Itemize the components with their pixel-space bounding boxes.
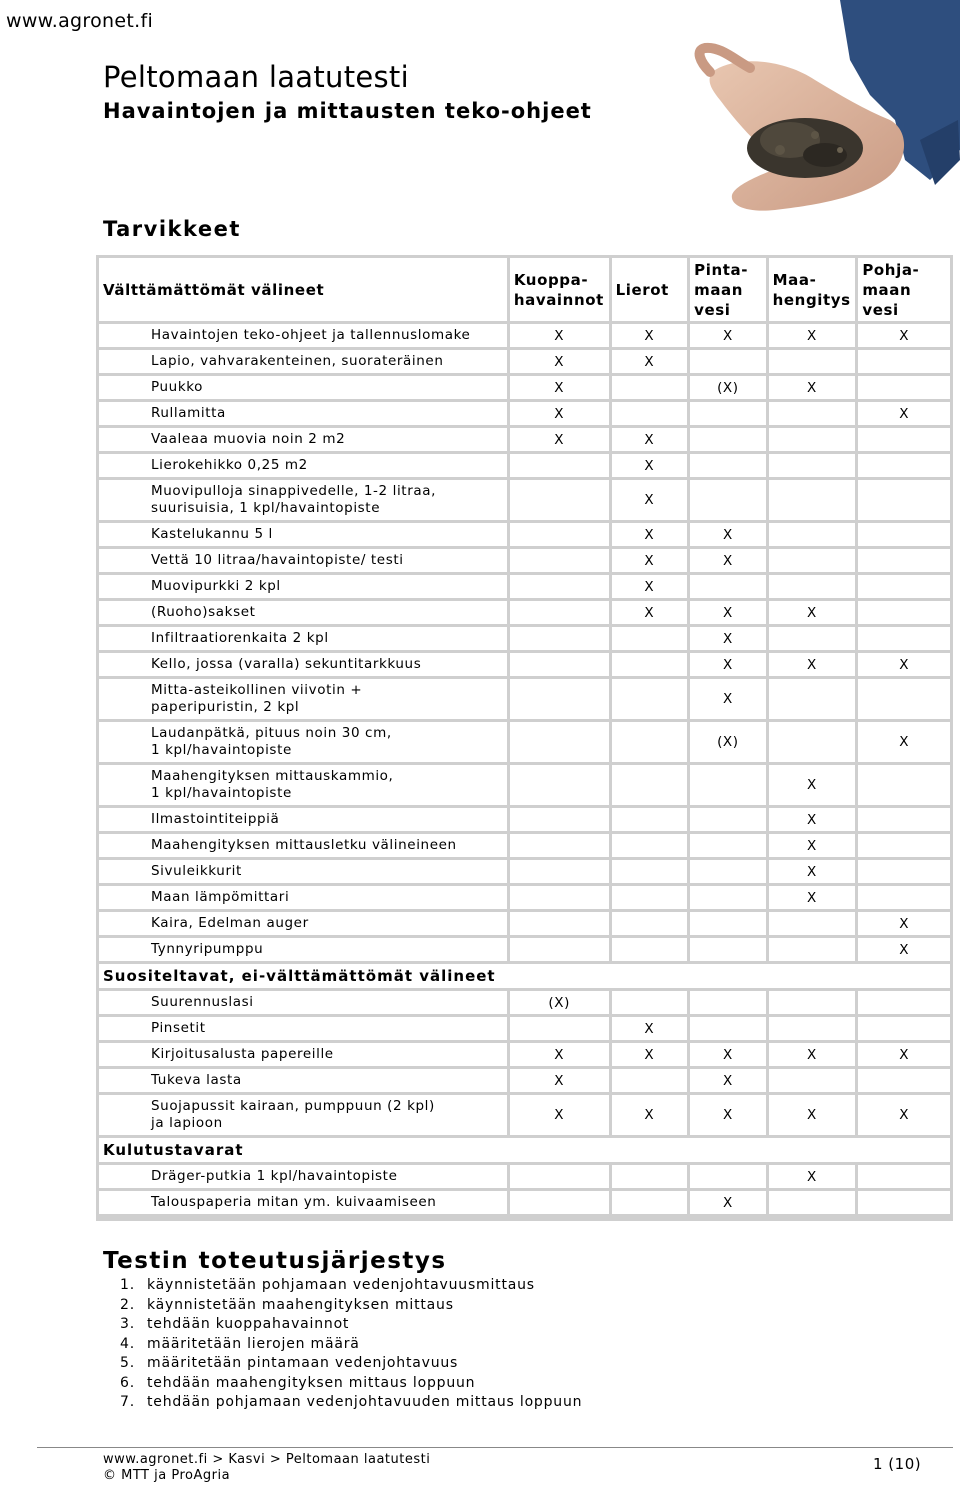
mark-cell: X (769, 376, 856, 399)
step-number: 3. (120, 1316, 135, 1332)
mark-cell: X (612, 350, 688, 373)
mark-cell (858, 480, 950, 520)
order-heading: Testin toteutusjärjestys (103, 1248, 447, 1274)
mark-cell (612, 765, 688, 805)
mark-cell (769, 722, 856, 762)
table-row (99, 1043, 950, 1066)
mark-cell (612, 938, 688, 961)
item-label: Maan lämpömittari (99, 886, 507, 909)
mark-cell (858, 1165, 950, 1188)
mark-cell: X (510, 350, 609, 373)
mark-cell: X (612, 428, 688, 451)
table-row (99, 376, 950, 399)
item-label: Pinsetit (99, 1017, 507, 1040)
mark-cell (769, 679, 856, 719)
mark-cell (690, 350, 766, 373)
mark-cell (769, 991, 856, 1014)
mark-cell (510, 627, 609, 650)
mark-cell (612, 627, 688, 650)
mark-cell (858, 627, 950, 650)
item-label: Puukko (99, 376, 507, 399)
document-title: Peltomaan laatutesti (103, 60, 409, 94)
mark-cell: X (858, 1095, 950, 1135)
mark-cell (510, 886, 609, 909)
list-item (103, 1375, 582, 1395)
mark-cell (612, 886, 688, 909)
mark-cell: X (612, 1017, 688, 1040)
mark-cell (858, 350, 950, 373)
mark-cell: X (612, 1095, 688, 1135)
mark-cell (690, 428, 766, 451)
mark-cell (612, 1191, 688, 1214)
table-row (99, 1191, 950, 1214)
item-label: (Ruoho)sakset (99, 601, 507, 624)
mark-cell (510, 549, 609, 572)
mark-cell (612, 402, 688, 425)
column-header: Välttämättömät välineet (99, 258, 507, 321)
site-url[interactable]: www.agronet.fi (6, 10, 154, 32)
list-item (103, 1336, 582, 1356)
mark-cell: X (690, 653, 766, 676)
step-number: 5. (120, 1355, 135, 1371)
mark-cell (612, 679, 688, 719)
group-heading: Suositeltavat, ei-välttämättömät välineet (99, 964, 950, 988)
mark-cell: X (612, 601, 688, 624)
step-number: 6. (120, 1374, 135, 1391)
list-item (103, 1316, 582, 1336)
mark-cell (510, 808, 609, 831)
mark-cell: X (690, 601, 766, 624)
step-number: 7. (120, 1394, 135, 1410)
mark-cell (690, 575, 766, 598)
mark-cell (858, 549, 950, 572)
mark-cell: X (510, 428, 609, 451)
mark-cell: X (858, 1043, 950, 1066)
mark-cell (858, 834, 950, 857)
mark-cell (858, 991, 950, 1014)
item-label: Maahengityksen mittauskammio, 1 kpl/havaintopiste (99, 765, 507, 805)
mark-cell: (X) (690, 722, 766, 762)
mark-cell: (X) (690, 376, 766, 399)
hand-holding-soil-photo (690, 0, 960, 220)
mark-cell: X (769, 1165, 856, 1188)
step-text: käynnistetään pohjamaan vedenjohtavuusmittaus (147, 1277, 535, 1293)
mark-cell: X (690, 523, 766, 546)
table-row (99, 549, 950, 572)
mark-cell: X (510, 402, 609, 425)
mark-cell (690, 834, 766, 857)
page-number: 1 (10) (873, 1455, 922, 1473)
mark-cell (510, 653, 609, 676)
group-header-row (99, 964, 950, 988)
item-label: Tukeva lasta (99, 1069, 507, 1092)
item-label: Ilmastointiteippiä (99, 808, 507, 831)
mark-cell (769, 428, 856, 451)
mark-cell (769, 627, 856, 650)
mark-cell: (X) (510, 991, 609, 1014)
mark-cell: X (510, 376, 609, 399)
footer-copyright: © MTT ja ProAgria (103, 1468, 231, 1483)
mark-cell (858, 575, 950, 598)
mark-cell (769, 912, 856, 935)
mark-cell (690, 402, 766, 425)
mark-cell (858, 886, 950, 909)
mark-cell (858, 601, 950, 624)
mark-cell: X (858, 938, 950, 961)
order-steps-list (103, 1277, 582, 1414)
mark-cell: X (858, 653, 950, 676)
document-subtitle: Havaintojen ja mittausten teko-ohjeet (103, 99, 592, 123)
table-row (99, 1095, 950, 1135)
mark-cell: X (690, 324, 766, 347)
group-heading: Kulutustavarat (99, 1138, 950, 1162)
mark-cell (858, 454, 950, 477)
table-row (99, 765, 950, 805)
mark-cell: X (769, 324, 856, 347)
item-label: Suojapussit kairaan, pumppuun (2 kpl) ja lapioon (99, 1095, 507, 1135)
mark-cell: X (690, 1095, 766, 1135)
step-number: 4. (120, 1335, 135, 1352)
mark-cell: X (510, 1043, 609, 1066)
item-label: Sivuleikkurit (99, 860, 507, 883)
mark-cell (769, 523, 856, 546)
mark-cell (769, 402, 856, 425)
mark-cell (510, 679, 609, 719)
mark-cell (858, 428, 950, 451)
table-row (99, 938, 950, 961)
mark-cell (769, 454, 856, 477)
table-row (99, 679, 950, 719)
table-row (99, 886, 950, 909)
mark-cell (690, 1017, 766, 1040)
table-row (99, 912, 950, 935)
mark-cell (510, 523, 609, 546)
mark-cell (510, 912, 609, 935)
footer-divider (37, 1447, 953, 1448)
mark-cell (858, 765, 950, 805)
mark-cell (612, 722, 688, 762)
mark-cell (690, 808, 766, 831)
mark-cell (612, 991, 688, 1014)
table-row (99, 722, 950, 762)
mark-cell (690, 912, 766, 935)
supplies-header-row (99, 258, 950, 321)
table-row (99, 480, 950, 520)
item-label: Dräger-putkia 1 kpl/havaintopiste (99, 1165, 507, 1188)
mark-cell (769, 480, 856, 520)
step-text: tehdään pohjamaan vedenjohtavuuden mittaus loppuun (147, 1394, 583, 1410)
item-label: Suurennuslasi (99, 991, 507, 1014)
mark-cell (612, 860, 688, 883)
table-row (99, 324, 950, 347)
table-row (99, 523, 950, 546)
mark-cell (769, 938, 856, 961)
table-row (99, 627, 950, 650)
item-label: Havaintojen teko-ohjeet ja tallennuslomake (99, 324, 507, 347)
mark-cell (769, 549, 856, 572)
mark-cell (510, 765, 609, 805)
mark-cell (690, 1165, 766, 1188)
mark-cell: X (690, 1043, 766, 1066)
mark-cell (510, 480, 609, 520)
table-row (99, 454, 950, 477)
column-header: Pohja- maan vesi (858, 258, 950, 321)
list-item (103, 1297, 582, 1317)
mark-cell (510, 454, 609, 477)
footer-info (103, 1452, 430, 1484)
table-row (99, 402, 950, 425)
footer-breadcrumb[interactable]: www.agronet.fi > Kasvi > Peltomaan laatutesti (103, 1452, 431, 1467)
mark-cell (690, 480, 766, 520)
table-row (99, 1017, 950, 1040)
item-label: Laudanpätkä, pituus noin 30 cm, 1 kpl/havaintopiste (99, 722, 507, 762)
mark-cell (510, 860, 609, 883)
column-header: Maa- hengitys (769, 258, 856, 321)
mark-cell: X (858, 722, 950, 762)
item-label: Muovipulloja sinappivedelle, 1-2 litraa, suurisuisia, 1 kpl/havaintopiste (99, 480, 507, 520)
mark-cell (858, 1017, 950, 1040)
item-label: Rullamitta (99, 402, 507, 425)
list-item (103, 1277, 582, 1297)
item-label: Maahengityksen mittausletku välineineen (99, 834, 507, 857)
group-header-row (99, 1138, 950, 1162)
mark-cell: X (612, 575, 688, 598)
item-label: Mitta-asteikollinen viivotin + paperipuristin, 2 kpl (99, 679, 507, 719)
mark-cell (510, 1017, 609, 1040)
mark-cell (769, 575, 856, 598)
mark-cell (510, 938, 609, 961)
item-label: Talouspaperia mitan ym. kuivaamiseen (99, 1191, 507, 1214)
mark-cell (612, 912, 688, 935)
step-text: käynnistetään maahengityksen mittaus (147, 1296, 454, 1313)
supplies-heading: Tarvikkeet (103, 217, 241, 241)
supplies-table (96, 255, 953, 1217)
mark-cell: X (769, 765, 856, 805)
mark-cell: X (858, 402, 950, 425)
mark-cell (510, 1191, 609, 1214)
mark-cell (612, 1165, 688, 1188)
table-row (99, 601, 950, 624)
mark-cell (690, 454, 766, 477)
mark-cell: X (690, 549, 766, 572)
mark-cell (858, 376, 950, 399)
mark-cell: X (769, 601, 856, 624)
mark-cell: X (769, 886, 856, 909)
item-label: Kello, jossa (varalla) sekuntitarkkuus (99, 653, 507, 676)
mark-cell: X (858, 912, 950, 935)
mark-cell (858, 860, 950, 883)
mark-cell: X (612, 549, 688, 572)
item-label: Kastelukannu 5 l (99, 523, 507, 546)
item-label: Vettä 10 litraa/havaintopiste/ testi (99, 549, 507, 572)
item-label: Kirjoitusalusta papereille (99, 1043, 507, 1066)
mark-cell: X (510, 324, 609, 347)
table-row (99, 1165, 950, 1188)
mark-cell (769, 1069, 856, 1092)
item-label: Infiltraatiorenkaita 2 kpl (99, 627, 507, 650)
mark-cell (612, 808, 688, 831)
mark-cell: X (510, 1095, 609, 1135)
list-item (103, 1355, 582, 1375)
mark-cell: X (769, 653, 856, 676)
mark-cell: X (769, 1043, 856, 1066)
mark-cell: X (612, 324, 688, 347)
mark-cell: X (612, 523, 688, 546)
mark-cell (769, 1017, 856, 1040)
mark-cell: X (769, 860, 856, 883)
item-label: Tynnyripumppu (99, 938, 507, 961)
mark-cell: X (769, 1095, 856, 1135)
mark-cell: X (858, 324, 950, 347)
mark-cell (858, 1191, 950, 1214)
table-row (99, 1069, 950, 1092)
mark-cell (612, 653, 688, 676)
mark-cell (858, 1069, 950, 1092)
table-row (99, 808, 950, 831)
mark-cell: X (690, 1191, 766, 1214)
supplies-table-frame (96, 255, 953, 1221)
mark-cell (612, 376, 688, 399)
step-number: 2. (120, 1296, 135, 1313)
mark-cell (769, 1191, 856, 1214)
mark-cell (858, 679, 950, 719)
table-row (99, 350, 950, 373)
step-text: määritetään pintamaan vedenjohtavuus (147, 1355, 459, 1371)
mark-cell (612, 1069, 688, 1092)
mark-cell (612, 834, 688, 857)
table-row (99, 834, 950, 857)
mark-cell: X (612, 454, 688, 477)
step-text: määritetään lierojen määrä (147, 1335, 360, 1352)
mark-cell (690, 938, 766, 961)
column-header: Lierot (612, 258, 688, 321)
item-label: Lierokehikko 0,25 m2 (99, 454, 507, 477)
mark-cell (690, 860, 766, 883)
mark-cell: X (769, 808, 856, 831)
mark-cell (858, 808, 950, 831)
mark-cell (690, 765, 766, 805)
mark-cell: X (690, 627, 766, 650)
mark-cell (690, 991, 766, 1014)
step-text: tehdään maahengityksen mittaus loppuun (147, 1374, 476, 1391)
step-text: tehdään kuoppahavainnot (147, 1316, 350, 1332)
list-item (103, 1394, 582, 1414)
mark-cell (510, 722, 609, 762)
column-header: Kuoppa- havainnot (510, 258, 609, 321)
mark-cell: X (510, 1069, 609, 1092)
step-number: 1. (120, 1277, 135, 1293)
item-label: Kaira, Edelman auger (99, 912, 507, 935)
mark-cell (510, 834, 609, 857)
table-row (99, 428, 950, 451)
table-row (99, 991, 950, 1014)
column-header: Pinta- maan vesi (690, 258, 766, 321)
mark-cell (769, 350, 856, 373)
mark-cell (858, 523, 950, 546)
table-row (99, 653, 950, 676)
item-label: Vaaleaa muovia noin 2 m2 (99, 428, 507, 451)
mark-cell (510, 601, 609, 624)
mark-cell: X (612, 480, 688, 520)
mark-cell: X (769, 834, 856, 857)
item-label: Lapio, vahvarakenteinen, suorateräinen (99, 350, 507, 373)
item-label: Muovipurkki 2 kpl (99, 575, 507, 598)
mark-cell (510, 575, 609, 598)
mark-cell (690, 886, 766, 909)
mark-cell: X (690, 1069, 766, 1092)
mark-cell (510, 1165, 609, 1188)
mark-cell: X (690, 679, 766, 719)
table-row (99, 575, 950, 598)
table-row (99, 860, 950, 883)
mark-cell: X (612, 1043, 688, 1066)
